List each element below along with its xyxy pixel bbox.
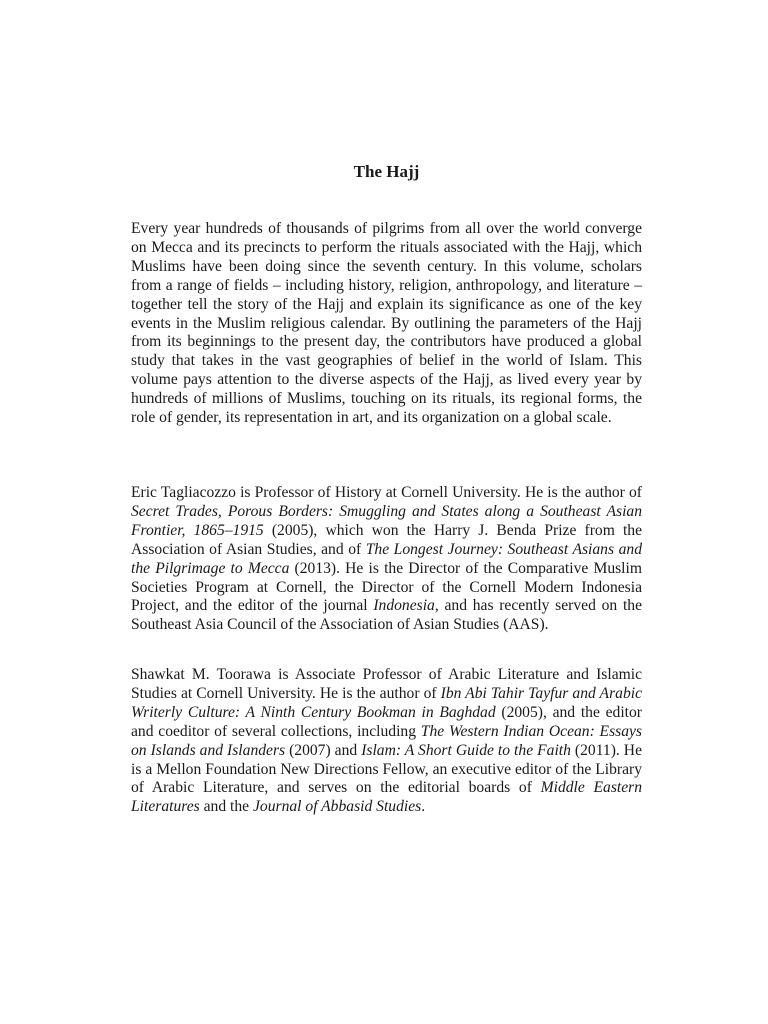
- bio-text: Eric Tagliacozzo is Professor of History at Cornell University. He is the author of: [131, 484, 642, 501]
- journal-title-middle-eastern-literatures: Middle Eastern Literatures: [131, 779, 643, 816]
- bio-text: (2005), which won the Harry J. Benda Prize from the Association of Asian Studies, and of: [131, 521, 642, 558]
- bio-text: and the: [199, 798, 253, 816]
- bio-text: Shawkat M. Toorawa is Associate Professor of Arabic Literature and Islamic Studies at Cornell University. He is the author of: [131, 666, 642, 702]
- author-bio-tagliacozzo: [131, 484, 642, 635]
- journal-title-abbasid-studies: Journal of Abbasid Studies: [253, 798, 422, 816]
- book-title-ibn-abi-tahir: Ibn Abi Tahir Tayfur and Arabic Writerly Culture: A Ninth Century Bookman in Baghdad: [131, 684, 642, 721]
- book-title-longest-journey: The Longest Journey: Southeast Asians and the Pilgrimage to Mecca: [131, 540, 642, 577]
- page-title: The Hajj: [353, 162, 420, 181]
- bio-text: (2011). He is a Mellon Foundation New Directions Fellow, an executive editor of the Library of Arabic Literature, and serves on the editorial boards of: [131, 741, 642, 797]
- book-title-secret-trades: Secret Trades, Porous Borders: Smuggling and States along a Southeast Asian Frontier, 1865–1915: [131, 502, 642, 539]
- journal-title-indonesia: Indonesia: [373, 597, 435, 615]
- bio-text: (2007) and: [285, 741, 362, 759]
- bio-text: , and has recently served on the Southeast Asia Council of the Association of Asian Studies (AAS).: [131, 597, 642, 634]
- book-description: Every year hundreds of thousands of pilgrims from all over the world converge on Mecca and its precincts to perform the rituals associated with the Hajj, which Muslims have been doing since the seventh century. In this volume, scholars from a range of fields – including history, religion, anthropology, and literature – together tell the story of the Hajj and explain its significance as one of the key events in the Muslim religious calendar. By outlining the parameters of the Hajj from its beginnings to the present day, the contributors have produced a global study that takes in the vast geographies of belief in the world of Islam. This volume pays attention to the diverse aspects of the Hajj, as lived every year by hundreds of millions of Muslims, touching on its rituals, its regional forms, the role of gender, its representation in art, and its organization on a global scale.: [131, 220, 642, 427]
- book-title-islam-short-guide: Islam: A Short Guide to the Faith: [361, 741, 571, 759]
- bio-text: (2013). He is the Director of the Comparative Muslim Societies Program at Cornell, the Director of the Cornell Modern Indonesia Project, and the editor of the journal: [131, 559, 642, 615]
- author-bio-toorawa: [131, 666, 642, 817]
- bio-text: (2005), and the editor and coeditor of several collections, including: [131, 703, 642, 740]
- bio-text: .: [421, 798, 426, 816]
- book-title-western-indian-ocean: The Western Indian Ocean: Essays on Islands and Islanders: [131, 722, 643, 759]
